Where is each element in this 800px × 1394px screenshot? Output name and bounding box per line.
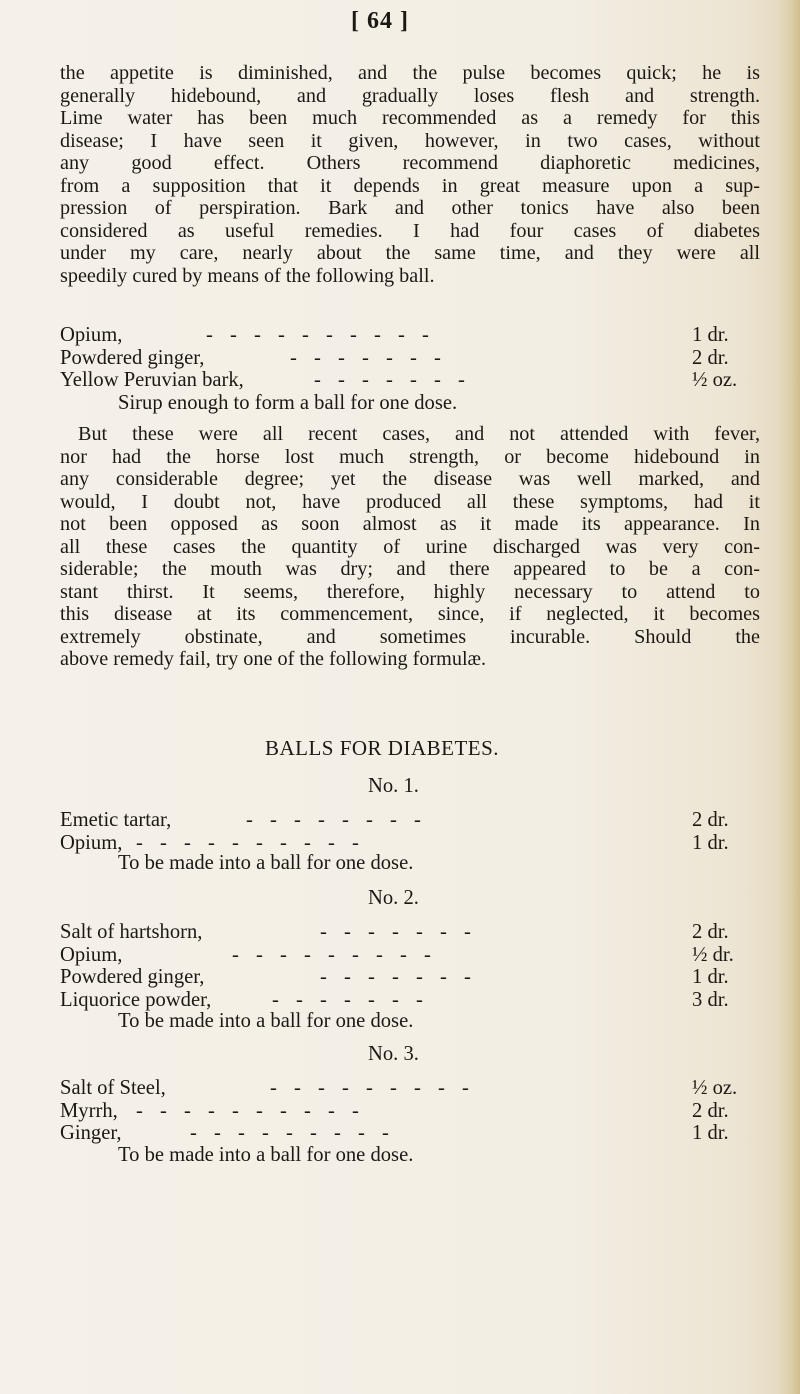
- formula-label: No. 1.: [368, 775, 419, 797]
- text-line: the appetite is diminished, and the pulse becomes quick; he is: [60, 62, 760, 84]
- page-edge-shading: [778, 0, 800, 1394]
- ingredient-quantity: 1 dr.: [692, 831, 729, 854]
- recipe-item: [60, 369, 764, 392]
- recipe-item: [60, 1122, 764, 1145]
- leader-dashes: - - - - - - -: [320, 921, 477, 943]
- recipe-item: [60, 1077, 764, 1100]
- leader-dashes: - - - - - - - - -: [270, 1077, 475, 1099]
- recipe-item: [60, 944, 764, 967]
- leader-dashes: - - - - - - - - -: [232, 943, 437, 966]
- body-paragraph: [60, 423, 760, 671]
- recipe-instruction: To be made into a ball for one dose.: [118, 1010, 414, 1032]
- leader-dashes: - - - - - - -: [320, 966, 477, 988]
- leader-dashes: - - - - - - - -: [246, 809, 427, 831]
- recipe-item: [60, 347, 764, 370]
- recipe-instruction: To be made into a ball for one dose.: [118, 852, 414, 874]
- ingredient-name: Myrrh,: [60, 1099, 118, 1122]
- text-line: pression of perspiration. Bark and other tonics have also been: [60, 197, 760, 219]
- text-line: all these cases the quantity of urine discharged was very con-: [60, 535, 760, 558]
- first-recipe: [60, 324, 764, 392]
- recipe-item: [60, 1100, 764, 1123]
- recipe-item: [60, 966, 764, 989]
- text-line: speedily cured by means of the following ball.: [60, 264, 435, 287]
- leader-dashes: - - - - - - -: [272, 988, 429, 1011]
- ingredient-name: Liquorice powder,: [60, 988, 212, 1011]
- text-line: would, I doubt not, have produced all these symptoms, had it: [60, 490, 760, 513]
- ingredient-name: Powdered ginger,: [60, 966, 205, 988]
- ingredient-name: Opium,: [60, 943, 123, 966]
- formula-2: [60, 921, 764, 1011]
- text-line: siderable; the mouth was dry; and there appeared to be a con-: [60, 558, 760, 580]
- leader-dashes: - - - - - - -: [314, 369, 471, 391]
- section-heading: BALLS FOR DIABETES.: [264, 736, 500, 760]
- text-line: any considerable degree; yet the disease was well marked, and: [60, 468, 760, 490]
- leader-dashes: - - - - - - - - -: [190, 1122, 395, 1144]
- text-line: not been opposed as soon almost as it made its appearance. In: [60, 513, 760, 535]
- ingredient-quantity: 2 dr.: [692, 809, 729, 831]
- ingredient-quantity: 2 dr.: [692, 346, 729, 369]
- recipe-instruction: Sirup enough to form a ball for one dose.: [118, 392, 458, 414]
- ingredient-quantity: 1 dr.: [692, 966, 729, 988]
- ingredient-quantity: 2 dr.: [692, 1099, 729, 1122]
- ingredient-quantity: 3 dr.: [692, 988, 729, 1011]
- ingredient-name: Powdered ginger,: [60, 346, 205, 369]
- formula-3: [60, 1077, 764, 1145]
- leader-dashes: - - - - - - - - - -: [136, 831, 365, 854]
- formula-label: No. 2.: [368, 887, 419, 909]
- text-line: But these were all recent cases, and not attended with fever,: [78, 423, 760, 445]
- text-line: from a supposition that it depends in great measure upon a sup-: [60, 174, 760, 197]
- text-line: Lime water has been much recommended as a remedy for this: [60, 107, 760, 129]
- recipe-instruction: To be made into a ball for one dose.: [118, 1144, 414, 1166]
- ingredient-name: Opium,: [60, 831, 123, 854]
- text-line: any good effect. Others recommend diaphoretic medicines,: [60, 152, 760, 174]
- leader-dashes: - - - - - - - - - -: [206, 324, 435, 346]
- text-line: considered as useful remedies. I had four cases of diabetes: [60, 219, 760, 242]
- recipe-item: [60, 324, 764, 347]
- text-line: nor had the horse lost much strength, or become hidebound in: [60, 445, 760, 468]
- ingredient-name: Opium,: [60, 324, 123, 346]
- intro-paragraph: [60, 62, 760, 287]
- ingredient-quantity: 2 dr.: [692, 921, 729, 943]
- recipe-item: [60, 921, 764, 944]
- ingredient-quantity: ½ oz.: [692, 1077, 738, 1099]
- formula-1: [60, 809, 764, 854]
- formula-label: No. 3.: [368, 1043, 419, 1065]
- ingredient-name: Salt of hartshorn,: [60, 921, 203, 943]
- recipe-item: [60, 809, 764, 832]
- text-line: extremely obstinate, and sometimes incurable. Should the: [60, 625, 760, 648]
- ingredient-quantity: ½ dr.: [692, 943, 734, 966]
- text-line: generally hidebound, and gradually loses flesh and strength.: [60, 84, 760, 107]
- leader-dashes: - - - - - - - - - -: [136, 1099, 365, 1122]
- text-line: stant thirst. It seems, therefore, highly necessary to attend to: [60, 580, 760, 603]
- ingredient-name: Salt of Steel,: [60, 1077, 166, 1099]
- ingredient-name: Emetic tartar,: [60, 809, 172, 831]
- ingredient-quantity: 1 dr.: [692, 324, 729, 346]
- text-line: this disease at its commencement, since, if neglected, it becomes: [60, 603, 760, 625]
- page-number: [ 64 ]: [351, 8, 409, 34]
- ingredient-name: Yellow Peruvian bark,: [60, 369, 244, 391]
- text-line: disease; I have seen it given, however, in two cases, without: [60, 129, 760, 152]
- text-line: under my care, nearly about the same time, and they were all: [60, 242, 760, 264]
- leader-dashes: - - - - - - -: [290, 346, 447, 369]
- ingredient-name: Ginger,: [60, 1122, 122, 1144]
- ingredient-quantity: 1 dr.: [692, 1122, 729, 1144]
- ingredient-quantity: ½ oz.: [692, 369, 738, 391]
- recipe-item: [60, 989, 764, 1012]
- recipe-item: [60, 832, 764, 855]
- text-line: above remedy fail, try one of the following formulæ.: [60, 648, 487, 670]
